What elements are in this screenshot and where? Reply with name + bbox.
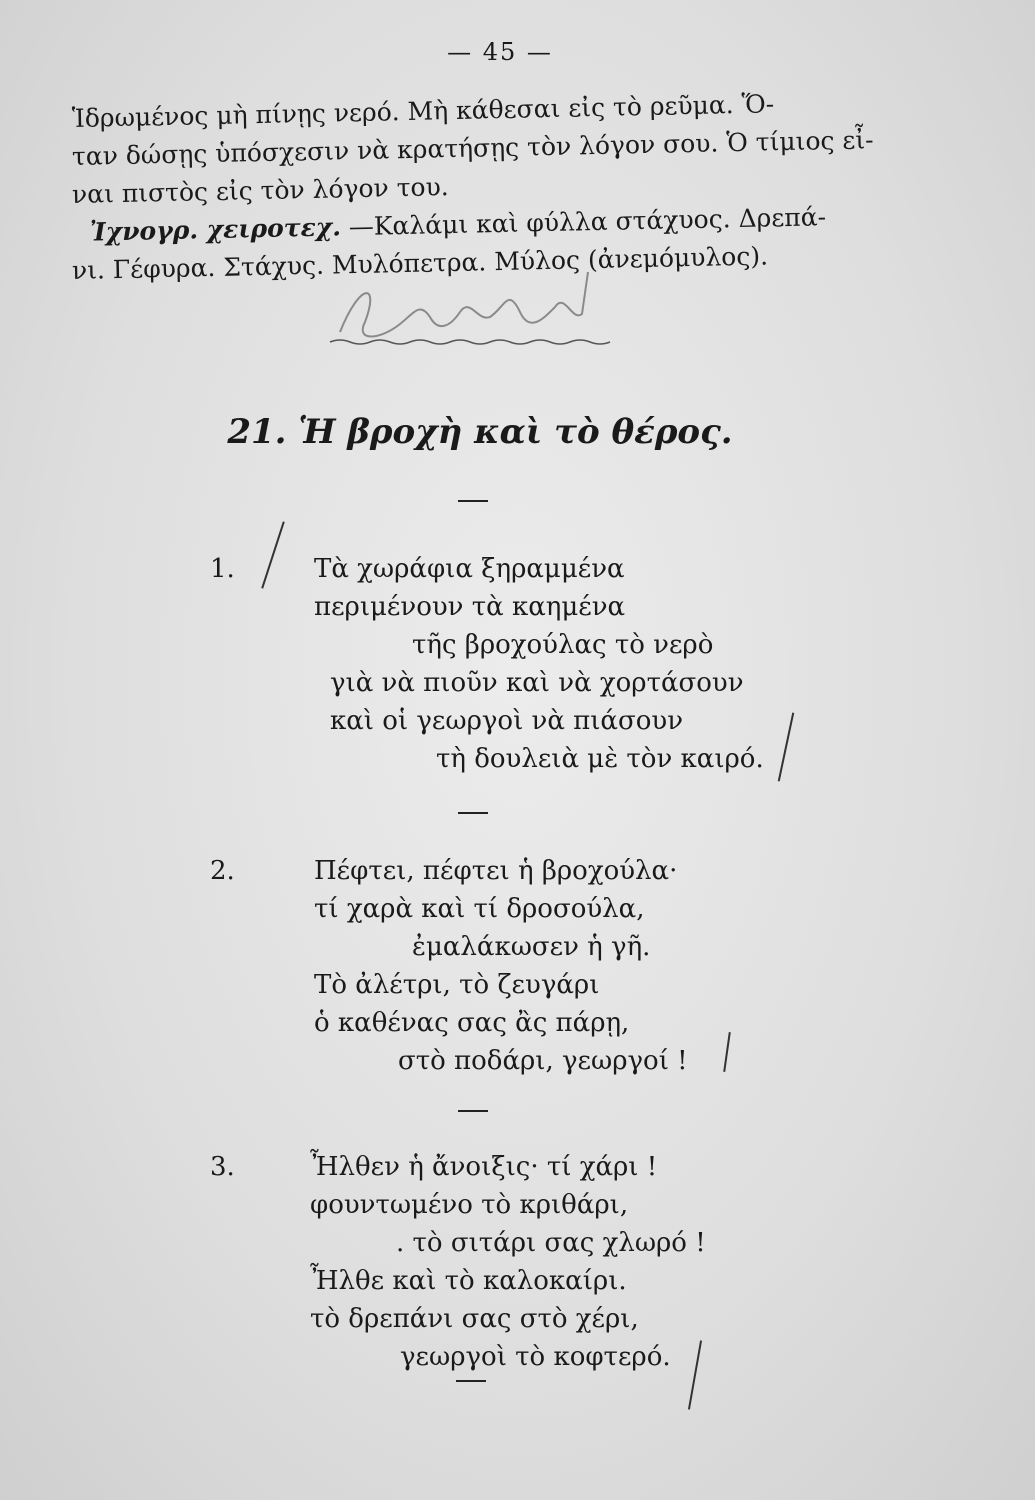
prose-text: —Καλάμι καὶ φύλλα στάχυος. Δρεπά- bbox=[340, 202, 827, 242]
verse-line: φουντωμένο τὸ κριθάρι, bbox=[310, 1190, 629, 1220]
verse-line: γιὰ νὰ πιοῦν καὶ νὰ χορτάσουν bbox=[330, 668, 744, 698]
verse-line: τί χαρὰ καὶ τί δροσούλα, bbox=[314, 894, 645, 924]
prose-line: ταν δώσῃς ὑπόσχεσιν νὰ κρατήσῃς τὸν λόγον σου. Ὁ τίμιος εἶ- bbox=[71, 125, 874, 171]
pencil-mark bbox=[688, 1340, 702, 1409]
prose-line: Ἱδρωμένος μὴ πίνῃς νερό. Μὴ κάθεσαι εἰς τὸ ρεῦμα. Ὅ- bbox=[71, 89, 775, 133]
verse-line: Τὰ χωράφια ξηραμμένα bbox=[314, 554, 625, 584]
verse-line: στὸ ποδάρι, γεωργοί ! bbox=[398, 1046, 688, 1076]
separator-dash bbox=[458, 500, 488, 502]
verse-line: περιμένουν τὰ καημένα bbox=[314, 592, 626, 622]
separator-dash bbox=[458, 1110, 488, 1112]
stanza-number: 2. bbox=[210, 856, 235, 886]
verse-line: Ἦλθεν ἡ ἄνοιξις· τί χάρι ! bbox=[310, 1152, 658, 1182]
pencil-mark bbox=[778, 713, 795, 782]
verse-line: ἐμαλάκωσεν ἡ γῆ. bbox=[412, 932, 651, 962]
verse-line: Τὸ ἀλέτρι, τὸ ζευγάρι bbox=[314, 970, 600, 1000]
stanza-number: 3. bbox=[210, 1152, 235, 1182]
verse-line: γεωργοὶ τὸ κοφτερό. bbox=[400, 1342, 671, 1372]
verse-line: Πέφτει, πέφτει ἡ βροχούλα· bbox=[314, 856, 678, 886]
verse-line: τὴ δουλειὰ μὲ τὸν καιρό. bbox=[436, 744, 764, 774]
verse-line: ὁ καθένας σας ἂς πάρῃ, bbox=[314, 1008, 630, 1038]
separator-dash bbox=[456, 1380, 486, 1382]
handwritten-annotation bbox=[320, 262, 620, 352]
verse-line: τὸ δρεπάνι σας στὸ χέρι, bbox=[310, 1304, 639, 1334]
separator-dash bbox=[458, 812, 488, 814]
prose-line: ναι πιστὸς εἰς τὸν λόγον του. bbox=[71, 172, 449, 209]
pencil-mark bbox=[723, 1032, 731, 1072]
pencil-mark bbox=[261, 521, 285, 588]
verse-line: . τὸ σιτάρι σας χλωρό ! bbox=[396, 1228, 706, 1258]
stanza-number: 1. bbox=[210, 554, 235, 584]
verse-line: Ἦλθε καὶ τὸ καλοκαίρι. bbox=[310, 1266, 627, 1296]
prose-label: Ἰχνογρ. χειροτεχ. bbox=[89, 212, 342, 247]
prose-line: νι. Γέφυρα. Στάχυς. Μυλόπετρα. Μύλος (ἀνεμόμυλος). bbox=[71, 241, 769, 285]
verse-line: τῆς βροχούλας τὸ νερὸ bbox=[412, 630, 714, 660]
poem-title: 21. Ἡ βροχὴ καὶ τὸ θέρος. bbox=[227, 412, 733, 452]
verse-line: καὶ οἱ γεωργοὶ νὰ πιάσουν bbox=[330, 706, 684, 736]
page-number: — 45 — bbox=[447, 38, 553, 66]
